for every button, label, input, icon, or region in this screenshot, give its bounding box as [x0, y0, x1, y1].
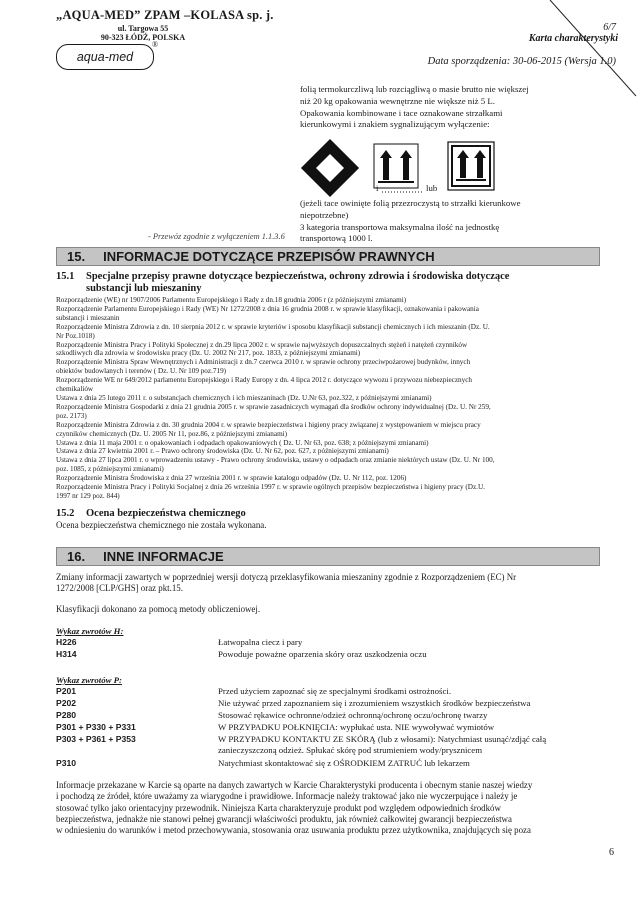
regulation-line: Rozporządzenie Ministra Zdrowia z dn. 10 sierpnia 2012 r. w sprawie kryteriów i sposobu klasyfikacji substancji chemicznych i ich mieszanin (Dz. U.	[56, 322, 490, 331]
regulation-line: Rozporządzenie Parlamentu Europejskiego i Rady (WE) Nr 1272/2008 z dnia 16 grudnia 2008 r. w sprawie klasyfikacji, oznakowania i pakowania	[56, 304, 479, 313]
regulation-line: Rozporządzenie (WE) nr 1907/2006 Parlamentu Europejskiego i Rady z dn.18 grudnia 2006 r (z późniejszymi zmianami)	[56, 296, 407, 304]
regulation-line: 1997 nr 129 poz. 844)	[56, 491, 120, 500]
final-disclaimer	[56, 780, 601, 836]
h-text: Łatwopalna ciecz i pary	[218, 637, 303, 647]
text-line: stosować tylko jako orientacyjny przewodnik. Niniejsza Karta charakteryzuje produkt pod względem odpowiednich środków	[56, 802, 501, 813]
text-line: (jeżeli tace owinięte folią przezroczystą to strzałki kierunkowe	[300, 198, 521, 208]
subsection-15-2	[56, 507, 246, 520]
dotted-separator	[382, 190, 422, 194]
regulation-line: Ustawa z dnia 27 kwietnia 2001 r. – Prawo ochrony środowiska (Dz. U. Nr 62, poz. 627, z późniejszymi zmianami)	[56, 447, 389, 456]
p-code: P303 + P361 + P353	[56, 734, 136, 744]
h-statements-heading: Wykaz zwrotów H:	[56, 626, 124, 636]
section-number: 16.	[67, 549, 86, 564]
text-line: Informacje przekazane w Karcie są oparte na danych zawartych w Karcie Charakterystyki producenta i obecnym stanie naszej wiedzy	[56, 780, 533, 790]
company-street: ul. Targowa 55	[117, 24, 169, 33]
h-code: H226	[56, 637, 77, 647]
h-text: Powoduje poważne oparzenia skóry oraz uszkodzenia oczu	[218, 649, 427, 659]
regulation-line: Rozporządzenie Ministra Pracy i Polityki Socjalnej z dnia 26 września 1997 r. w sprawie ogólnych przepisów bezpieczeństwa i higieny pracy (Dz.U.	[56, 483, 485, 492]
transport-text-block	[300, 84, 529, 131]
company-logo	[56, 44, 154, 70]
regulation-line: poz. 2173)	[56, 411, 87, 420]
text-line: niepotrzebne)	[300, 209, 349, 220]
text-line: niż 20 kg opakowania wewnętrzne nie większe niż 5 L.	[300, 95, 495, 106]
section-15-header	[56, 247, 600, 266]
p-code: P202	[56, 698, 77, 708]
exemption-note: - Przewóz zgodnie z wyłączeniem 1.1.3.6	[148, 232, 285, 241]
text-line: bezpieczeństwa, jednakże nie stanowi pełnej gwarancji właściwości produktu, jak również całkowitej gwarancji bezpieczeństwa	[56, 813, 512, 824]
regulation-line: Rozporządzenie Ministra Gospodarki z dnia 21 grudnia 2005 r. w sprawie zasadniczych wymagań dla środków ochrony indywidualnej (Dz. U. Nr 259,	[56, 402, 491, 411]
regulation-line: Ustawa z dnia 27 lipca 2001 r. o wprowadzeniu ustawy - Prawo ochrony środowiska, ustawy o odpadach oraz zmianie niektórych ustaw (Dz. U. Nr 100,	[56, 456, 495, 465]
p-code: P201	[56, 686, 77, 696]
regulation-line: poz. 1085, z późniejszymi zmianami)	[56, 465, 164, 474]
subsection-title: Ocena bezpieczeństwa chemicznego	[86, 508, 246, 519]
p-text-cont: zanieczyszczoną odzież. Spłukać skórę pod strumieniem wody/prysznicem	[218, 745, 483, 755]
registered-mark: ®	[152, 40, 159, 49]
p-text: W PRZYPADKU KONTAKTU ZE SKÓRĄ (lub z włosami): Natychmiast usunąć/zdjąć całą	[218, 734, 547, 744]
regulation-line: obiektów budowlanych i terenów ( Dz. U. Nr 109 poz.719)	[56, 367, 227, 376]
transport-symbols	[300, 138, 500, 198]
section-title: INNE INFORMACJE	[103, 549, 224, 564]
symbol-i-label: i	[376, 183, 379, 193]
regulation-line: Nr Poz.1018)	[56, 331, 95, 340]
regulation-line: Rozporządzenie Ministra Środowiska z dnia 27 września 2001 r. w sprawie katalogu odpadów (Dz. U. Nr 112, poz. 1206)	[56, 474, 407, 483]
section-number: 15.	[67, 249, 86, 264]
text-line: Zmiany informacji zawartych w poprzedniej wersji dotyczą przeklasyfikowania mieszaniny zgodnie z Rozporządzeniem (EC) Nr	[56, 572, 517, 582]
text-line: Opakowania kombinowane i tace oznakowane strzałkami	[300, 107, 503, 118]
text-line: w odniesieniu do warunków i metod przechowywania, stosowania oraz usuwania produktu przez użytkownika, znajdujących się poza	[56, 825, 531, 836]
document-type: Karta charakterystyki	[528, 33, 618, 44]
subsection-title: Specjalne przepisy prawne dotyczące bezpieczeństwa, ochrony zdrowia i środowiska dotyczące	[86, 271, 510, 282]
p-text: Nie używać przed zapoznaniem się i zrozumieniem wszystkich środków bezpieczeństwa	[218, 698, 531, 708]
symbol-lub-label: lub	[426, 183, 438, 193]
page-number: 6	[609, 847, 614, 858]
regulation-line: czynników chemicznych (Dz. U. 2005 Nr 11, poz.86, z późniejszymi zmianami)	[56, 429, 288, 438]
document-date: Data sporządzenia: 30-06-2015 (Wersja 1.0)	[427, 56, 616, 67]
transport-text-after	[300, 198, 521, 245]
text-line: 1272/2008 [CLP/GHS] oraz pkt.15.	[56, 583, 183, 594]
regulation-line: Rozporządzenie Ministra Spraw Wewnętrznych i Administracji z dn.7 czerwca 2010 r. w sprawie ochrony przeciwpożarowej budynków, innych	[56, 358, 471, 367]
regulation-line: Ustawa z dnia 25 lutego 2011 r. o substancjach chemicznych i ich mieszaninach (Dz. U.Nr 63, poz.322, z późniejszymi zmianami)	[56, 393, 432, 402]
logo-text: aqua-med	[76, 50, 134, 64]
page-counter: 6/7	[603, 22, 616, 33]
regulation-line: Rozporządzenie Ministra Pracy i Polityki Społecznej z dn.29 lipca 2002 r. w sprawie najwyższych dopuszczalnych stężeń i natężeń czynników	[56, 340, 468, 349]
text-line: 3 kategoria transportowa maksymalna ilość na jednostkę	[300, 221, 500, 232]
regulations-list	[56, 296, 596, 501]
p-code: P310	[56, 758, 77, 768]
h-statements-list	[56, 626, 427, 659]
p-text: Stosować rękawice ochronne/odzież ochronną/ochronę oczu/ochronę twarzy	[218, 710, 488, 720]
regulation-line: Rozporządzenie WE nr 649/2012 parlamentu Europejskiego i Rady Europy z dn. 4 lipca 2012 r. dotyczące wywozu i przywozu niebezpiecznych	[56, 376, 473, 385]
p-text: Przed użyciem zapoznać się ze specjalnymi środkami ostrożności.	[218, 686, 452, 696]
text-line: folią termokurczliwą lub rozciągliwą o masie brutto nie większej	[300, 84, 529, 94]
classification-method: Klasyfikacji dokonano za pomocą metody obliczeniowej.	[56, 604, 261, 614]
p-text: Natychmiast skontaktować się z OŚRODKIEM ZATRUĆ lub lekarzem	[218, 758, 470, 768]
subsection-title-cont: substancji lub mieszaniny	[86, 283, 202, 294]
p-code: P301 + P330 + P331	[56, 722, 136, 732]
regulation-line: Rozporządzenie Ministra Zdrowia z dn. 30 grudnia 2004 r. w sprawie bezpieczeństwa i higieny pracy związanej z występowaniem w miejscu pracy	[56, 420, 481, 429]
regulation-line: Ustawa z dnia 11 maja 2001 r. o opakowaniach i odpadach opakowaniowych ( Dz. U. Nr 63, poz. 638; z późniejszymi zmianami)	[56, 438, 429, 447]
subsection-number: 15.2	[56, 508, 75, 519]
changes-paragraph	[56, 572, 601, 595]
company-name: „AQUA-MED” ZPAM –KOLASA sp. j.	[56, 8, 274, 22]
subsection-number: 15.1	[56, 271, 75, 282]
limited-quantity-diamond-icon	[302, 140, 358, 196]
h-code: H314	[56, 649, 77, 659]
chemical-safety-text: Ocena bezpieczeństwa chemicznego nie została wykonana.	[56, 520, 267, 530]
section-16-header	[56, 547, 600, 566]
regulation-line: szkodliwych dla zdrowia w środowisku pracy (Dz. U. 2002 Nr 217, poz. 1833, z późniejszymi zmianami)	[56, 349, 361, 358]
orientation-arrows-framed-icon	[448, 142, 494, 190]
company-city: 90-323 ŁÓDŹ, POLSKA	[100, 33, 186, 42]
p-code: P280	[56, 710, 77, 720]
regulation-line: substancji i mieszanin	[56, 313, 120, 322]
regulation-line: chemikaliów	[56, 385, 94, 394]
text-line: transportową 1000 l.	[300, 233, 373, 244]
text-line: i pochodzą ze źródeł, które uważamy za wiarygodne i prawidłowe. Informacje należy traktować jako nie wyczerpujące i należy je	[56, 791, 518, 802]
section-title: INFORMACJE DOTYCZĄCE PRZEPISÓW PRAWNYCH	[103, 249, 435, 264]
orientation-arrows-icon	[374, 144, 418, 188]
text-line: kierunkowymi i znakiem sygnalizującym wyłączenie:	[300, 119, 490, 130]
p-statements-list	[56, 675, 547, 768]
p-text: W PRZYPADKU POŁKNIĘCIA: wypłukać usta. NIE wywoływać wymiotów	[218, 722, 495, 732]
p-statements-heading: Wykaz zwrotów P:	[56, 675, 122, 685]
